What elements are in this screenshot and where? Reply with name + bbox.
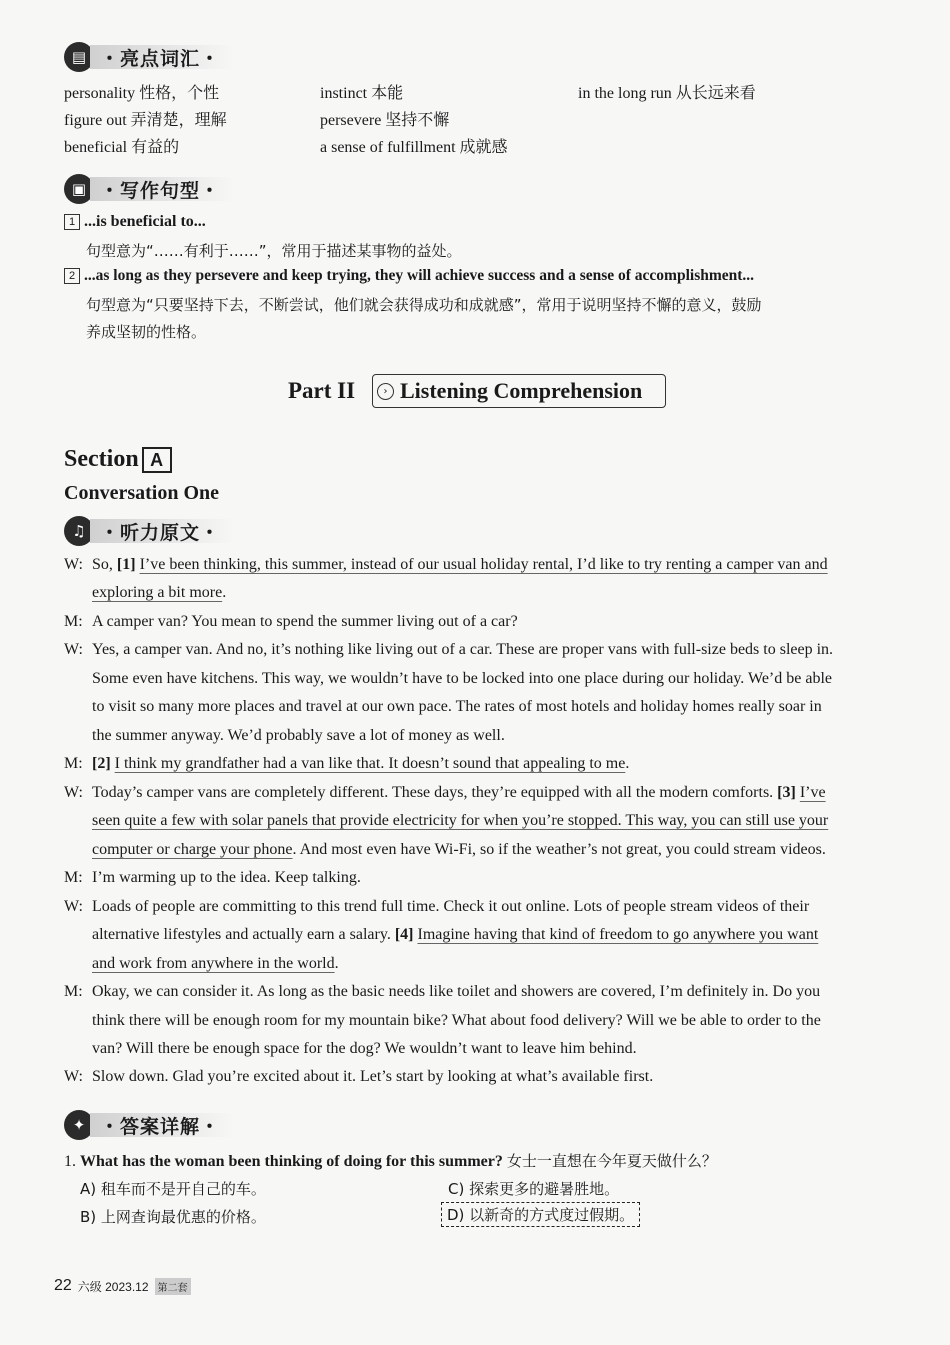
pattern-number: 2 bbox=[64, 268, 80, 284]
question-translation: 女士一直想在今年夏天做什么？ bbox=[506, 1152, 717, 1170]
footer-tag: 第二套 bbox=[155, 1278, 191, 1295]
pattern-text: ...as long as they persevere and keep trying, they will achieve success and a sense of accomplishment... bbox=[84, 267, 755, 284]
question-number: 1. bbox=[64, 1153, 76, 1170]
arrow-circle-icon: › bbox=[377, 383, 394, 400]
writing-section-header bbox=[64, 172, 234, 206]
part-label: Part II bbox=[288, 378, 356, 403]
writing-header-label: ・写作句型・ bbox=[90, 177, 234, 201]
pattern-explanation: 句型意为“只要坚持下去，不断尝试，他们就会获得成功和成就感”，常用于说明坚持不懈的意义，鼓励 bbox=[86, 296, 762, 314]
vocab-column-2 bbox=[320, 80, 508, 161]
speaker-m: M: bbox=[64, 755, 83, 772]
section-letter: A bbox=[142, 447, 172, 473]
vocab-item: a sense of fulfillment 成就感 bbox=[320, 139, 508, 156]
transcript-line: seen quite a few with solar panels that provide electricity for when you’re stopped. This way, you can still use your bbox=[92, 812, 829, 829]
transcript-line: the summer anyway. We’d probably save a lot of money as well. bbox=[92, 727, 505, 744]
transcript-line: Okay, we can consider it. As long as the basic needs like toilet and showers are covered, I’m definitely in. Do you bbox=[92, 983, 821, 1000]
speaker-w: W: bbox=[64, 898, 83, 915]
transcript-line: and work from anywhere in the world. bbox=[92, 955, 339, 972]
vocab-item: figure out 弄清楚，理解 bbox=[64, 112, 227, 129]
speaker-w: W: bbox=[64, 641, 83, 658]
headphones-icon: ♫ bbox=[64, 516, 94, 546]
transcript-line: exploring a bit more. bbox=[92, 584, 227, 601]
pattern-2 bbox=[64, 267, 754, 285]
vocab-item: persevere 坚持不懈 bbox=[320, 112, 450, 129]
speaker-m: M: bbox=[64, 869, 83, 886]
transcript-header-label: ・听力原文・ bbox=[90, 519, 234, 543]
answers-section-header bbox=[64, 1108, 234, 1142]
vocab-section-header bbox=[64, 40, 234, 74]
answers-header-label: ・答案详解・ bbox=[90, 1113, 234, 1137]
transcript-line: Today’s camper vans are completely different. These days, they’re equipped with all the modern comforts. [3] I’ve bbox=[92, 784, 826, 801]
pattern-1 bbox=[64, 213, 206, 231]
transcript-line: think there will be enough room for my mountain bike? What about food delivery? Will we be able to order to the bbox=[92, 1012, 821, 1029]
lightbulb-icon: ✦ bbox=[64, 1110, 94, 1140]
vocab-column-1 bbox=[64, 80, 227, 161]
transcript-line: alternative lifestyles and actually earn a salary. [4] Imagine having that kind of freedom to go anywhere you want bbox=[92, 926, 819, 943]
section-heading bbox=[64, 446, 172, 473]
transcript-line: Loads of people are committing to this trend full time. Check it out online. Lots of people stream videos of their bbox=[92, 898, 810, 915]
document-icon: ▤ bbox=[64, 42, 94, 72]
transcript-line: van? Will there be enough space for the dog? We wouldn’t want to leave him behind. bbox=[92, 1040, 637, 1057]
pattern-text: ...is beneficial to... bbox=[84, 213, 206, 230]
vocab-header-label: ・亮点词汇・ bbox=[90, 45, 234, 69]
transcript-line: computer or charge your phone. And most even have Wi-Fi, so if the weather’s not great, you could stream videos. bbox=[92, 841, 826, 858]
speaker-m: M: bbox=[64, 983, 83, 1000]
option-d-correct: D) 以新奇的方式度过假期。 bbox=[441, 1202, 640, 1227]
option-a: A) 租车而不是开自己的车。 bbox=[80, 1180, 266, 1198]
section-label: Section bbox=[64, 446, 139, 472]
transcript-line: Some even have kitchens. This way, we wouldn’t have to be locked into one place during our holiday. We’d be able bbox=[92, 670, 832, 687]
speaker-w: W: bbox=[64, 1068, 83, 1085]
vocab-item: personality 性格，个性 bbox=[64, 85, 220, 102]
vocab-column-3 bbox=[578, 80, 756, 107]
speaker-w: W: bbox=[64, 784, 83, 801]
part-title-box bbox=[372, 374, 666, 408]
transcript-line: Yes, a camper van. And no, it’s nothing like living out of a car. These are proper vans with full-size beds to sleep in. bbox=[92, 641, 834, 658]
vocab-item: beneficial 有益的 bbox=[64, 139, 180, 156]
pattern-number: 1 bbox=[64, 214, 80, 230]
transcript-line: [2] I think my grandfather had a van like that. It doesn’t sound that appealing to me. bbox=[92, 755, 630, 772]
option-b: B) 上网查询最优惠的价格。 bbox=[80, 1208, 266, 1226]
notebook-icon: ▣ bbox=[64, 174, 94, 204]
pattern-explanation-cont: 养成坚韧的性格。 bbox=[86, 323, 207, 341]
vocab-item: instinct 本能 bbox=[320, 85, 404, 102]
transcript-line: Slow down. Glad you’re excited about it. Let’s start by looking at what’s available first. bbox=[92, 1068, 654, 1085]
option-c: C) 探索更多的避暑胜地。 bbox=[448, 1180, 620, 1198]
speaker-m: M: bbox=[64, 613, 83, 630]
vocab-item: in the long run 从长远来看 bbox=[578, 85, 756, 102]
transcript-line: to visit so many more places and travel at our own pace. The rates of most hotels and holiday homes really soar in bbox=[92, 698, 822, 715]
speaker-w: W: bbox=[64, 556, 83, 573]
page-number: 22 bbox=[54, 1277, 72, 1294]
transcript-line: I’m warming up to the idea. Keep talking. bbox=[92, 869, 361, 886]
transcript-line: A camper van? You mean to spend the summer living out of a car? bbox=[92, 613, 518, 630]
transcript-section-header bbox=[64, 514, 234, 548]
footer-text: 六级 2023.12 bbox=[77, 1279, 149, 1294]
pattern-explanation: 句型意为“……有利于……”，常用于描述某事物的益处。 bbox=[86, 242, 462, 260]
conversation-title: Conversation One bbox=[64, 482, 219, 504]
question-1 bbox=[64, 1150, 717, 1171]
page-footer bbox=[54, 1277, 191, 1295]
part-title: Listening Comprehension bbox=[400, 378, 643, 403]
question-text: What has the woman been thinking of doing for this summer? bbox=[80, 1153, 503, 1170]
transcript-line: So, [1] I’ve been thinking, this summer, instead of our usual holiday rental, I’d like to try renting a camper van and bbox=[92, 556, 828, 573]
